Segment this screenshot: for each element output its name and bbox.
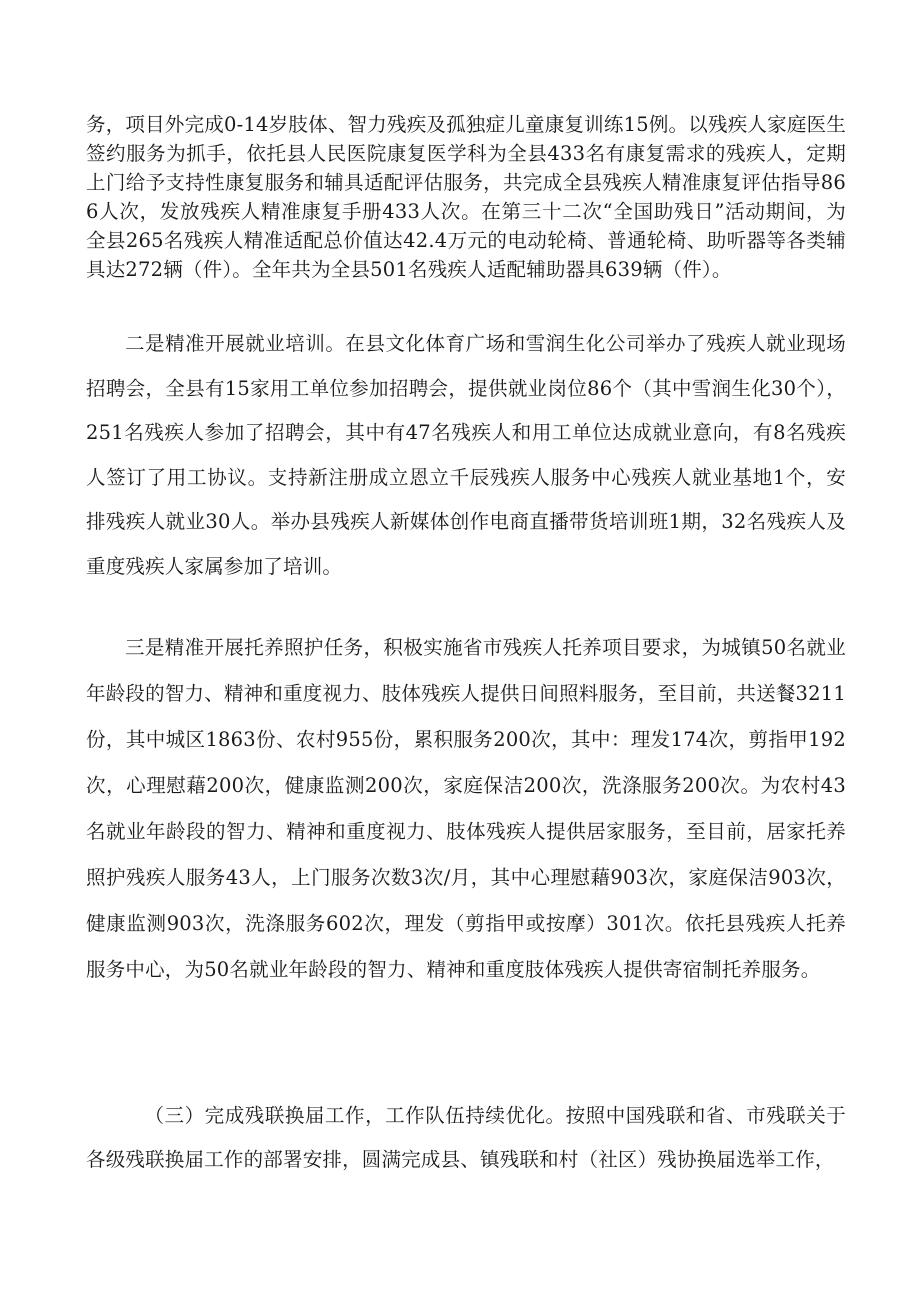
paragraph-employment-training: 二是精准开展就业培训。在县文化体育广场和雪润生化公司举办了残疾人就业现场招聘会，全县有15家用工单位参加招聘会，提供就业岗位86个（其中雪润生化30个），251名残疾人参加了招聘会，其中有47名残疾人和用工单位达成就业意向，有8名残疾人签订了用工协议。支持新注册成立恩立千辰残疾人服务中心残疾人就业基地1个，安排残疾人就业30人。举办县残疾人新媒体创作电商直播带货培训班1期，32名残疾人及重度残疾人家属参加了培训。 xyxy=(86,332,846,578)
paragraph-rehabilitation-services: 务，项目外完成0-14岁肢体、智力残疾及孤独症儿童康复训练15例。以残疾人家庭医生签约服务为抓手，依托县人民医院康复医学科为全县433名有康复需求的残疾人，定期上门给予支持性康复服务和辅具适配评估服务，共完成全县残疾人精准康复评估指导866人次，发放残疾人精准康复手册433人次。在第三十二次“全国助残日”活动期间，为全县265名残疾人精准适配总价值达42.4万元的电动轮椅、普通轮椅、助听器等各类辅具达272辆（件）。全年共为全县501名残疾人适配辅助器具639辆（件）。 xyxy=(86,113,846,281)
paragraph-section-three-heading: （三）完成残联换届工作，工作队伍持续优化。按照中国残联和省、市残联关于各级残联换届工作的部署安排，圆满完成县、镇残联和村（社区）残协换届选举工作， xyxy=(86,1104,846,1171)
paragraph-custodial-care: 三是精准开展托养照护任务，积极实施省市残疾人托养项目要求，为城镇50名就业年龄段的智力、精神和重度视力、肢体残疾人提供日间照料服务，至目前，共送餐3211份，其中城区1863份、农村955份，累积服务200次，其中：理发174次，剪指甲192次，心理慰藉200次，健康监测200次，家庭保洁200次，洗涤服务200次。为农村43名就业年龄段的智力、精神和重度视力、肢体残疾人提供居家服务，至目前，居家托养照护残疾人服务43人，上门服务次数3次/月，其中心理慰藉903次，家庭保洁903次，健康监测903次，洗涤服务602次，理发（剪指甲或按摩）301次。依托县残疾人托养服务中心，为50名就业年龄段的智力、精神和重度肢体残疾人提供寄宿制托养服务。 xyxy=(86,636,846,981)
